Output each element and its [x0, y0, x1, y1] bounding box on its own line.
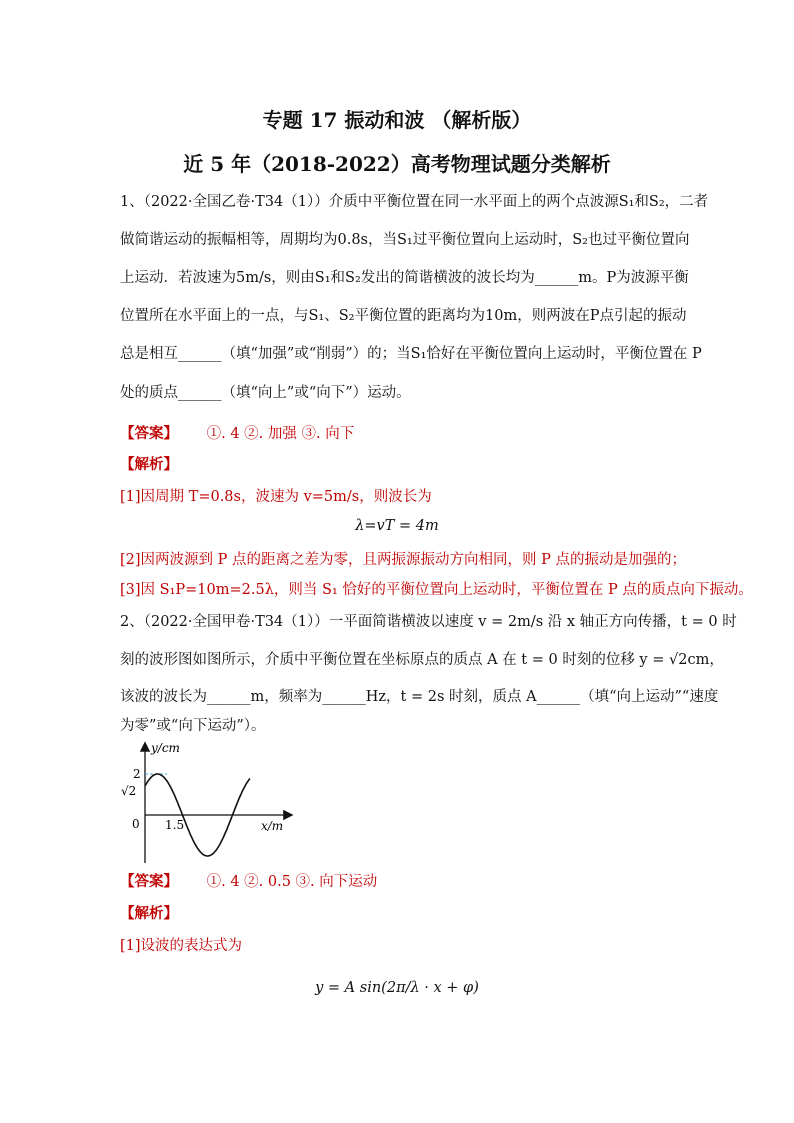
page-subtitle: 近 5 年（2018-2022）高考物理试题分类解析: [183, 152, 611, 176]
wave-figure: [115, 738, 315, 868]
q1-line-5: 总是相互______（填“加强”或“削弱”）的；当S₁恰好在平衡位置向上运动时，平衡位置在 P: [120, 346, 702, 362]
q1-analysis-3: [3]因 S₁P=10m=2.5λ，则当 S₁ 恰好的平衡位置向上运动时，平衡位置在 P 点的质点向下振动。: [120, 582, 753, 598]
q2-analysis-formula: y = A sin(2π/λ · x + φ): [315, 980, 479, 996]
x-axis-label: x/m: [261, 819, 284, 833]
q1-line-1: 1、（2022·全国乙卷·T34（1））介质中平衡位置在同一水平面上的两个点波源S₁和S₂，二者: [120, 194, 709, 210]
q1-analysis-2: [2]因两波源到 P 点的距离之差为零，且两振源振动方向相同，则 P 点的振动是加强的；: [120, 552, 686, 568]
tick-label-2: 2: [133, 767, 141, 781]
q2-answer-label: 【答案】: [120, 873, 178, 890]
q2-line-3: 该波的波长为______m，频率为______Hz，t = 2s 时刻，质点 A______（填“向上运动”“速度: [120, 689, 719, 705]
page-title: 专题 17 振动和波 （解析版）: [262, 108, 532, 132]
q1-answer-row: [120, 424, 680, 444]
q1-analysis-formula: λ=vT = 4m: [355, 518, 439, 534]
q1-line-6: 处的质点______（填“向上”或“向下”）运动。: [120, 385, 411, 401]
q2-line-4: 为零”或“向下运动”）。: [120, 718, 266, 734]
y-axis-label: y/cm: [151, 741, 180, 755]
q1-line-2: 做简谐运动的振幅相等，周期均为0.8s，当S₁过平衡位置向上运动时，S₂也过平衡位置向: [120, 232, 690, 248]
q1-answers: ①. 4 ②. 加强 ③. 向下: [206, 426, 355, 442]
q2-line-1: 2、（2022·全国甲卷·T34（1））一平面简谐横波以速度 v = 2m/s 沿 x 轴正方向传播，t = 0 时: [120, 614, 737, 630]
tick-label-1-5: 1.5: [165, 818, 185, 832]
q1-answer-label: 【答案】: [120, 425, 178, 442]
tick-label-sqrt2: √2: [121, 784, 137, 798]
q1-line-4: 位置所在水平面上的一点，与S₁、S₂平衡位置的距离均为10m，则两波在P点引起的振动: [120, 308, 687, 324]
q2-analysis-1: [1]设波的表达式为: [120, 938, 243, 954]
q1-analysis-1: [1]因周期 T=0.8s，波速为 v=5m/s，则波长为: [120, 489, 432, 505]
q2-line-2: 刻的波形图如图所示，介质中平衡位置在坐标原点的质点 A 在 t = 0 时刻的位移 y = √2cm，: [120, 652, 724, 668]
q1-analysis-label: 【解析】: [120, 456, 178, 473]
q2-answers: ①. 4 ②. 0.5 ③. 向下运动: [206, 874, 378, 890]
origin-label: 0: [132, 817, 140, 831]
q2-answer-row: [120, 872, 680, 892]
q2-analysis-label: 【解析】: [120, 905, 178, 922]
q1-line-3: 上运动．若波速为5m/s，则由S₁和S₂发出的简谐横波的波长均为______m。P为波源平衡: [120, 270, 689, 286]
